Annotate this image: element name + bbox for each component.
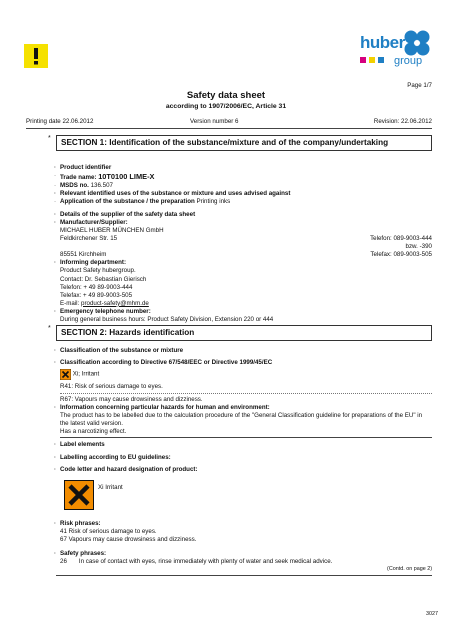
section1-body: · Product identifier · Trade name: 10T0100 LIME-X · MSDS no. 136.507 · Relevant identified uses of the substance or mixture and uses advised against · Application of the substance / the preparation Printing inks bbox=[60, 164, 432, 206]
logo-text-group: group bbox=[394, 55, 423, 67]
divider bbox=[26, 128, 432, 129]
xi-irritant-small-icon bbox=[60, 369, 71, 380]
section2-body: · Classification of the substance or mixture bbox=[60, 347, 432, 355]
continued-note: (Contd. on page 2) bbox=[387, 566, 432, 572]
warning-icon bbox=[24, 44, 48, 68]
version-number: Version number 6 bbox=[190, 118, 239, 125]
revision-date: Revision: 22.06.2012 bbox=[373, 118, 432, 125]
footer-code: 3027 bbox=[426, 611, 438, 617]
trade-name: 10T0100 LIME-X bbox=[98, 172, 155, 182]
logo-text-huber: huber bbox=[360, 33, 405, 52]
email-link[interactable]: product-safety@mhm.de bbox=[81, 299, 149, 307]
section2-heading: SECTION 2: Hazards identification bbox=[56, 325, 432, 341]
supplier-block: · Details of the supplier of the safety data sheet · Manufacturer/Supplier: MICHAEL HUBER MÜNCHEN GmbH Feldkirchener Str. 15 Telefon: 089-9003-444 bzw. -390 85551 Kirchheim Telefax: 089-9003-505 · Informing department: Product Safety hubergroup. Contact: Dr. Sebastian Gierisch Telefon: + 49 89-9003-444 Telefax: + 49 89-9003-505 E-mail: product-safety@mhm.de · Emergency telephone number: During general business hours: Product Safety Division, Extension 220 or 444 bbox=[60, 211, 432, 324]
document-subtitle: according to 1907/2006/EC, Article 31 bbox=[165, 103, 287, 110]
document-title: Safety data sheet bbox=[186, 90, 266, 101]
section1-heading: SECTION 1: Identification of the substance/mixture and of the company/undertaking bbox=[56, 135, 432, 151]
printing-date: Printing date 22.06.2012 bbox=[26, 118, 94, 125]
xi-irritant-label: Xi Irritant bbox=[98, 484, 123, 491]
xi-irritant-large-icon bbox=[64, 480, 94, 510]
hubergroup-logo bbox=[358, 28, 438, 80]
logo-swatches bbox=[360, 57, 387, 65]
page-number: Page 1/7 bbox=[407, 82, 432, 89]
